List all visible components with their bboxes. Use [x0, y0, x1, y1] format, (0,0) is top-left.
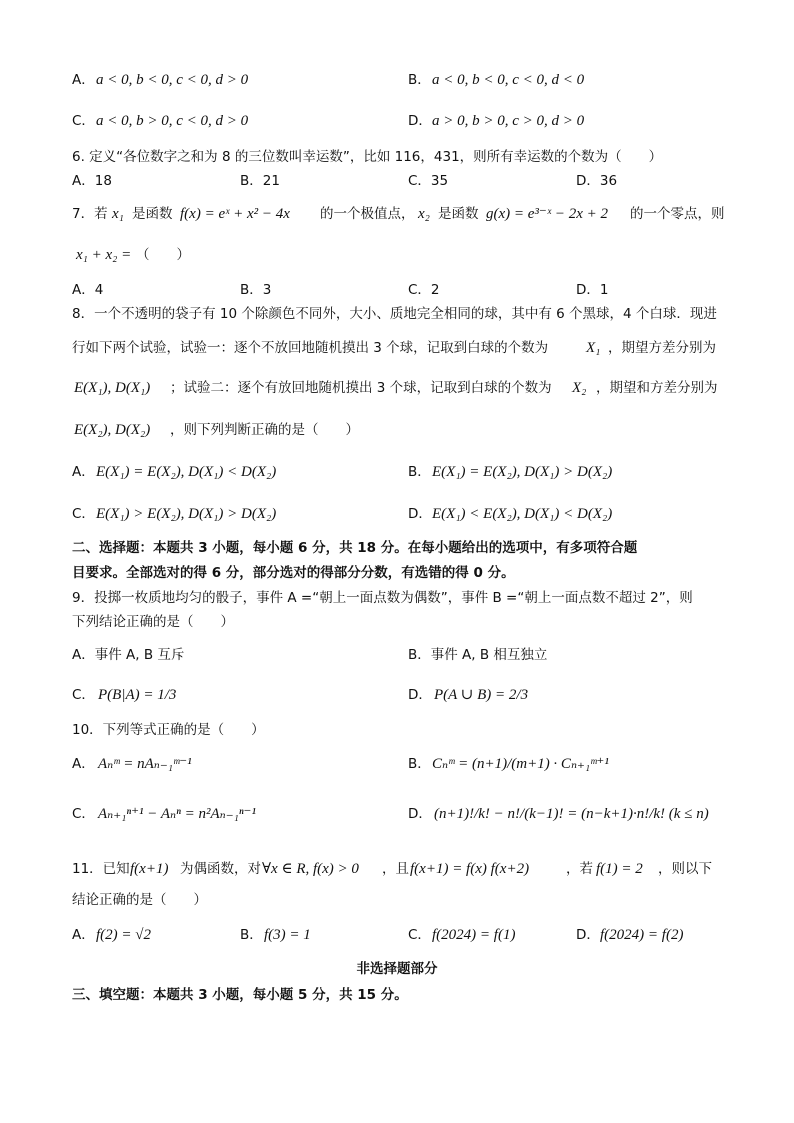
math-expression: P(A ∪ B) = 2/3 — [434, 687, 529, 703]
section-heading: 非选择题部分 — [356, 961, 438, 977]
text-segment: D．1 — [576, 282, 609, 298]
text-segment: B． — [408, 756, 431, 772]
text-segment: A． — [72, 464, 95, 480]
text-segment: B． — [408, 72, 431, 88]
text-line — [0, 610, 794, 634]
text-line — [0, 502, 794, 526]
text-segment: 是函数 — [438, 206, 479, 222]
text-segment: 10．下列等式正确的是（ ） — [72, 722, 265, 738]
text-line — [0, 460, 794, 484]
text-segment: D． — [576, 927, 600, 943]
math-expression: Aₙᵐ = nAₙ₋₁ᵐ⁻¹ — [98, 756, 192, 772]
text-line — [0, 376, 794, 400]
text-segment: B． — [240, 927, 263, 943]
math-expression: P(B|A) = 1/3 — [98, 687, 177, 703]
text-line — [0, 643, 794, 667]
text-line — [0, 561, 794, 585]
text-segment: ，若 — [566, 861, 593, 877]
math-expression: X₂ — [572, 380, 587, 396]
math-expression: f(2) = √2 — [96, 927, 152, 943]
text-line — [0, 418, 794, 442]
text-segment: （ ） — [136, 247, 190, 263]
text-segment: 7．若 — [72, 206, 108, 222]
text-segment: B． — [408, 464, 431, 480]
text-segment: A． — [72, 927, 95, 943]
text-line — [0, 857, 794, 881]
text-segment: 的一个极值点， — [320, 206, 415, 222]
text-segment: B．事件 A, B 相互独立 — [408, 647, 548, 663]
text-line — [0, 68, 794, 92]
text-segment: B．21 — [240, 173, 280, 189]
text-segment: A． — [72, 756, 95, 772]
text-segment: ，则以下 — [658, 861, 712, 877]
text-segment: 9．投掷一枚质地均匀的骰子，事件 A =“朝上一面点数为偶数”，事件 B =“朝上一面点数不超过 2”，则 — [72, 590, 693, 606]
text-segment: ；试验二：逐个有放回地随机摸出 3 个球，记取到白球的个数为 — [170, 380, 552, 396]
text-segment: D． — [408, 806, 432, 822]
text-line — [0, 718, 794, 742]
text-line — [0, 202, 794, 226]
text-line — [0, 683, 794, 707]
math-expression: a > 0, b > 0, c > 0, d > 0 — [432, 113, 585, 129]
math-expression: x₂ — [418, 206, 430, 222]
math-expression: x₁ + x₂ = — [76, 247, 132, 263]
text-line — [0, 302, 794, 326]
text-segment: C． — [72, 506, 95, 522]
section-3-header: 三、填空题：本题共 3 小题，每小题 5 分，共 15 分。 — [72, 987, 408, 1003]
math-expression: E(X₁), D(X₁) — [74, 380, 151, 396]
text-segment: C． — [72, 113, 95, 129]
math-expression: a < 0, b > 0, c < 0, d > 0 — [96, 113, 249, 129]
text-segment: D． — [408, 113, 432, 129]
text-segment: 11．已知 — [72, 861, 130, 877]
text-segment: 8．一个不透明的袋子有 10 个除颜色不同外，大小、质地完全相同的球，其中有 6 个黑球，4 个白球．现进 — [72, 306, 717, 322]
text-segment: 6. 定义“各位数字之和为 8 的三位数叫幸运数”，比如 116，431，则所有幸运数的个数为（ ） — [72, 149, 663, 165]
math-expression: f(2024) = f(1) — [432, 927, 516, 943]
text-segment: C．2 — [408, 282, 440, 298]
text-line — [0, 802, 794, 826]
text-segment: ，则下列判断正确的是（ ） — [170, 422, 359, 438]
text-segment: A．事件 A, B 互斥 — [72, 647, 185, 663]
text-segment: ，期望方差分别为 — [608, 340, 716, 356]
text-segment: 二、选择题：本题共 3 小题，每小题 6 分，共 18 分。在每小题给出的选项中，有多项符合题 — [72, 540, 638, 556]
text-segment: D． — [408, 506, 432, 522]
math-expression: f(x+1) — [130, 861, 169, 877]
text-segment: C． — [72, 687, 95, 703]
math-expression: ∀x ∈ R, f(x) > 0 — [262, 861, 359, 877]
text-line — [0, 923, 794, 947]
math-expression: (n+1)!/k! − n!/(k−1)! = (n−k+1)·n!/k! (k ≤ n) — [434, 806, 709, 822]
math-expression: E(X₂), D(X₂) — [74, 422, 151, 438]
text-line — [0, 586, 794, 610]
text-line — [0, 278, 794, 302]
text-segment: C．35 — [408, 173, 449, 189]
text-line — [0, 243, 794, 267]
text-segment: A．4 — [72, 282, 104, 298]
math-expression: E(X₁) > E(X₂), D(X₁) > D(X₂) — [96, 506, 277, 522]
text-segment: 行如下两个试验，试验一：逐个不放回地随机摸出 3 个球，记取到白球的个数为 — [72, 340, 549, 356]
text-line — [0, 336, 794, 360]
math-expression: a < 0, b < 0, c < 0, d < 0 — [432, 72, 585, 88]
math-expression: f(x+1) = f(x) f(x+2) — [410, 861, 530, 877]
text-line — [0, 169, 794, 193]
text-segment: 的一个零点，则 — [630, 206, 725, 222]
math-expression: Aₙ₊₁ⁿ⁺¹ − Aₙⁿ = n²Aₙ₋₁ⁿ⁻¹ — [98, 806, 256, 822]
math-expression: g(x) = e³⁻ˣ − 2x + 2 — [486, 206, 608, 222]
math-expression: f(1) = 2 — [596, 861, 643, 877]
text-segment: 下列结论正确的是（ ） — [72, 614, 234, 630]
text-segment: A． — [72, 72, 95, 88]
text-segment: D．36 — [576, 173, 618, 189]
text-line — [0, 109, 794, 133]
math-expression: E(X₁) = E(X₂), D(X₁) > D(X₂) — [432, 464, 613, 480]
text-segment: C． — [72, 806, 95, 822]
math-expression: E(X₁) < E(X₂), D(X₁) < D(X₂) — [432, 506, 613, 522]
text-segment: B．3 — [240, 282, 272, 298]
math-expression: f(3) = 1 — [264, 927, 311, 943]
text-segment: A．18 — [72, 173, 112, 189]
text-segment: C． — [408, 927, 431, 943]
non-choice-section-row — [0, 957, 794, 981]
text-line — [0, 752, 794, 776]
text-segment: ，期望和方差分别为 — [596, 380, 718, 396]
math-expression: x₁ — [112, 206, 124, 222]
section-3-row — [0, 983, 794, 1007]
math-expression: a < 0, b < 0, c < 0, d > 0 — [96, 72, 249, 88]
text-segment: 是函数 — [132, 206, 173, 222]
text-line — [0, 888, 794, 912]
text-segment: 结论正确的是（ ） — [72, 892, 207, 908]
text-segment: 为偶函数，对 — [180, 861, 261, 877]
math-expression: Cₙᵐ = (n+1)/(m+1) · Cₙ₊₁ᵐ⁺¹ — [432, 756, 609, 772]
text-line — [0, 145, 794, 169]
math-expression: E(X₁) = E(X₂), D(X₁) < D(X₂) — [96, 464, 277, 480]
text-segment: 目要求。全部选对的得 6 分，部分选对的得部分分数，有选错的得 0 分。 — [72, 565, 515, 581]
math-expression: X₁ — [586, 340, 601, 356]
math-expression: f(2024) = f(2) — [600, 927, 684, 943]
text-segment: D． — [408, 687, 432, 703]
text-segment: ，且 — [382, 861, 409, 877]
text-line — [0, 536, 794, 560]
math-expression: f(x) = eˣ + x² − 4x — [180, 206, 290, 222]
